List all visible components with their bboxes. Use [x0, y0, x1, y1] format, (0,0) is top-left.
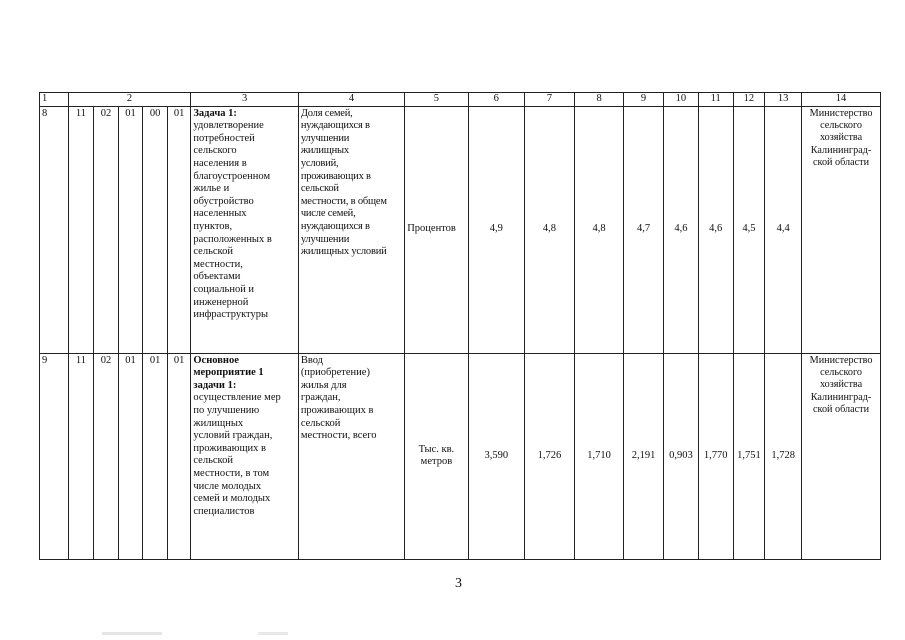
header-col-5: 5: [405, 93, 468, 107]
indicator-line: местности, в общем: [300, 195, 387, 207]
task-line: условий граждан,: [193, 430, 273, 442]
page-number: 3: [455, 576, 462, 591]
value-cell: 4,5: [733, 106, 765, 353]
code-part: 11: [68, 106, 94, 353]
header-col-3: 3: [191, 93, 298, 107]
indicator-line: местности, всего: [300, 430, 377, 442]
code-part: 00: [143, 106, 168, 353]
value-cell: 4,9: [468, 106, 524, 353]
ministry-line: Министерство: [809, 354, 873, 366]
indicator-description: [298, 106, 404, 353]
header-col-11: 11: [698, 93, 733, 107]
indicator-line: жилищных условий: [300, 246, 387, 258]
indicator-line: Доля семей,: [300, 107, 353, 119]
task-line: местности, в том: [193, 467, 270, 479]
task-line: жилищных: [193, 417, 244, 429]
indicator-line: условий,: [300, 157, 339, 169]
task-title: Основное: [193, 354, 239, 366]
responsible-ministry: [802, 353, 881, 559]
code-part: 02: [94, 106, 119, 353]
task-line: семей и молодых: [193, 493, 271, 505]
indicator-line: жилья для: [300, 379, 347, 391]
value-cell: 0,903: [664, 353, 699, 559]
task-line: населенных: [193, 208, 247, 220]
unit-of-measure: [405, 353, 468, 559]
program-indicators-table: [39, 92, 881, 560]
value-cell: 4,7: [624, 106, 664, 353]
header-col-2: 2: [68, 93, 191, 107]
value-cell: 1,726: [524, 353, 574, 559]
value-cell: 1,710: [575, 353, 624, 559]
column-number-row: [40, 93, 881, 107]
indicator-line: сельской: [300, 183, 339, 195]
ministry-line: Калининград-: [810, 391, 872, 403]
task-title: задачи 1:: [193, 379, 237, 391]
header-col-8: 8: [575, 93, 624, 107]
ministry-line: Калининград-: [810, 144, 872, 156]
value-cell: 4,8: [524, 106, 574, 353]
ministry-line: хозяйства: [819, 132, 863, 144]
code-part: 01: [167, 353, 191, 559]
task-description: [191, 353, 298, 559]
row-number: 9: [40, 353, 69, 559]
code-part: 01: [118, 353, 143, 559]
task-line: пунктов,: [193, 220, 233, 232]
next-page-bleed-through: [102, 632, 402, 635]
value-cell: 4,6: [664, 106, 699, 353]
indicator-line: граждан,: [300, 392, 341, 404]
task-line: удовлетворение: [193, 120, 264, 132]
task-line: специалистов: [193, 505, 255, 517]
indicator-line: улучшении: [300, 233, 350, 245]
task-line: потребностей: [193, 132, 255, 144]
value-cell: 4,8: [575, 106, 624, 353]
ministry-line: ской области: [812, 157, 870, 169]
value-cell: 1,751: [733, 353, 765, 559]
task-line: местности,: [193, 258, 243, 270]
code-part: 02: [94, 353, 119, 559]
indicator-line: Ввод: [300, 354, 323, 366]
code-part: 01: [118, 106, 143, 353]
unit-line: метров: [420, 456, 453, 468]
task-line: благоустроенном: [193, 170, 271, 182]
task-line: объектами: [193, 271, 241, 283]
code-part: 01: [143, 353, 168, 559]
header-col-12: 12: [733, 93, 765, 107]
indicator-line: (приобретение): [300, 367, 370, 379]
indicator-line: сельской: [300, 417, 341, 429]
task-line: по улучшению: [193, 404, 260, 416]
header-col-13: 13: [765, 93, 802, 107]
header-col-6: 6: [468, 93, 524, 107]
value-cell: 1,770: [698, 353, 733, 559]
task-line: проживающих в: [193, 442, 266, 454]
indicator-line: жилищных: [300, 145, 349, 157]
ministry-line: хозяйства: [819, 379, 863, 391]
ministry-line: ской области: [812, 404, 870, 416]
ministry-line: сельского: [820, 367, 863, 378]
header-col-4: 4: [298, 93, 404, 107]
responsible-ministry: [802, 106, 881, 353]
ministry-line: Министерство: [809, 107, 873, 119]
table-row: [40, 106, 881, 353]
task-line: сельской: [193, 455, 233, 467]
task-line: населения в: [193, 157, 247, 169]
task-line: обустройство: [193, 195, 254, 207]
indicator-line: проживающих в: [300, 404, 374, 416]
value-cell: 3,590: [468, 353, 524, 559]
task-line: расположенных в: [193, 233, 272, 245]
code-part: 11: [68, 353, 94, 559]
task-description: [191, 106, 298, 353]
header-col-10: 10: [664, 93, 699, 107]
unit-line: Тыс. кв.: [418, 443, 455, 455]
header-col-7: 7: [524, 93, 574, 107]
indicator-line: улучшении: [300, 132, 350, 144]
value-cell: 4,4: [765, 106, 802, 353]
task-line: осуществление мер: [193, 392, 281, 404]
task-line: социальной и: [193, 283, 255, 295]
indicator-line: числе семей,: [300, 208, 356, 220]
task-line: сельского: [193, 145, 237, 157]
indicator-description: [298, 353, 404, 559]
task-title: Задача 1:: [193, 107, 237, 119]
indicator-line: нуждающихся в: [300, 220, 370, 232]
indicator-line: проживающих в: [300, 170, 371, 182]
indicator-line: нуждающихся в: [300, 120, 370, 132]
table-row: [40, 353, 881, 559]
task-line: инфраструктуры: [193, 309, 269, 321]
value-cell: 4,6: [698, 106, 733, 353]
code-part: 01: [167, 106, 191, 353]
task-line: числе молодых: [193, 480, 262, 492]
task-title: мероприятие 1: [193, 367, 264, 379]
value-cell: 2,191: [624, 353, 664, 559]
task-line: сельской: [193, 246, 233, 258]
header-col-1: 1: [40, 93, 69, 107]
task-line: жилье и: [193, 183, 230, 195]
header-col-14: 14: [802, 93, 881, 107]
header-col-9: 9: [624, 93, 664, 107]
row-number: 8: [40, 106, 69, 353]
task-line: инженерной: [193, 296, 249, 308]
unit-of-measure: Процентов: [405, 106, 468, 353]
ministry-line: сельского: [820, 120, 863, 131]
value-cell: 1,728: [765, 353, 802, 559]
